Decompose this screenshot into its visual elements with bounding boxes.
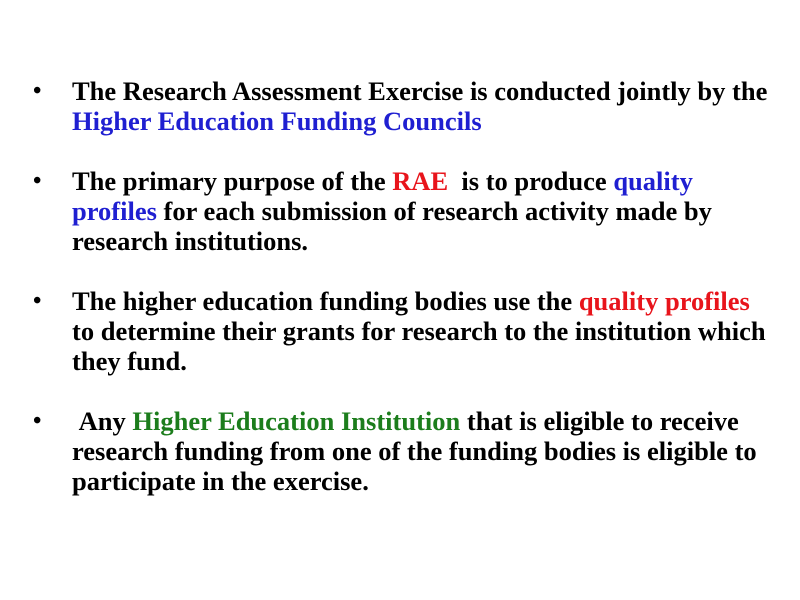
highlight-rae: RAE [392,166,449,196]
highlight-funding-councils: Higher Education Funding Councils [72,106,482,136]
highlight-quality-profiles: quality profiles [578,286,750,316]
bullet-marker: • [33,168,42,194]
bullet-item-primary-purpose [0,166,800,256]
bullet-text-segment: The Research Assessment Exercise is conducted jointly by the [72,76,768,106]
bullet-text-segment: for each submission of research activity made by research institutions. [72,196,712,256]
bullet-text-segment: Any [72,406,133,436]
bullet-marker: • [33,78,42,104]
bullet-text-segment: The primary purpose of the [72,166,393,196]
bullet-text-segment: to determine their grants for research to the institution which they fund. [72,316,766,376]
bullet-marker: • [33,288,42,314]
bullet-text-segment: The higher education funding bodies use the [72,286,579,316]
bullet-item-eligibility [0,406,800,496]
bullet-list [0,76,800,526]
bullet-item-rae-conducted [0,76,800,136]
bullet-text-segment: that is eligible to receive research funding from one of the funding bodies is eligible to participate in the exercise. [72,406,757,496]
bullet-item-funding-bodies [0,286,800,376]
bullet-marker: • [33,408,42,434]
highlight-higher-education-institution: Higher Education Institution [132,406,461,436]
bullet-text-segment: is to produce [448,166,614,196]
highlight-quality-profiles: quality profiles [72,166,693,226]
